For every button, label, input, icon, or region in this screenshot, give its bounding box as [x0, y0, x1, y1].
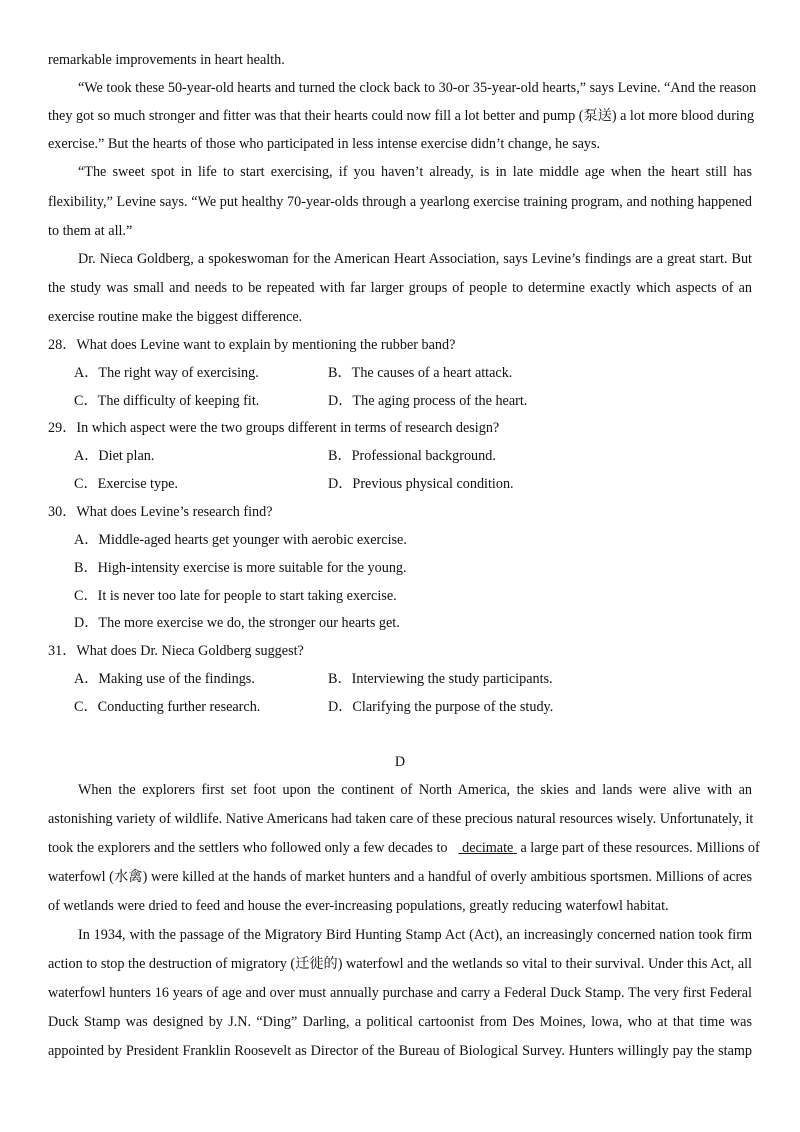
passage-text: took the explorers and the settlers who followed only a few decades to	[48, 840, 448, 856]
question-29-option-c: C．Exercise type.	[74, 476, 179, 492]
passage-line: “We took these 50-year-old hearts and turned the clock back to 30-or 35-year-old hearts,” says Levine. “And the reason	[78, 80, 757, 96]
underlined-vocab-word	[459, 840, 517, 856]
question-29-stem: 29．In which aspect were the two groups different in terms of research design?	[48, 420, 500, 436]
section-heading: D	[394, 754, 406, 770]
passage-line: Dr. Nieca Goldberg, a spokeswoman for the American Heart Association, says Levine’s findings are a great start. But	[78, 251, 752, 267]
passage-line: In 1934, with the passage of the Migratory Bird Hunting Stamp Act (Act), an increasingly concerned nation took firm	[78, 927, 752, 943]
question-30-option-d: D．The more exercise we do, the stronger our hearts get.	[74, 615, 400, 631]
question-28-option-b: B．The causes of a heart attack.	[328, 365, 513, 381]
passage-line: to them at all.”	[48, 223, 133, 239]
question-30-option-b: B．High-intensity exercise is more suitable for the young.	[74, 560, 407, 576]
question-30-stem: 30．What does Levine’s research find?	[48, 504, 273, 520]
question-30-option-c: C．It is never too late for people to start taking exercise.	[74, 588, 397, 604]
question-29-option-a: A．Diet plan.	[74, 448, 155, 464]
passage-line: appointed by President Franklin Roosevelt as Director of the Bureau of Biological Survey. Hunters willingly pay the stamp	[48, 1043, 752, 1059]
question-30-option-a: A．Middle-aged hearts get younger with aerobic exercise.	[74, 532, 407, 548]
question-31-option-c: C．Conducting further research.	[74, 699, 261, 715]
passage-line: Duck Stamp was designed by J.N. “Ding” Darling, a political cartoonist from Des Moines, lowa, who at that time was	[48, 1014, 752, 1030]
passage-line: they got so much stronger and fitter was that their hearts could now fill a lot better and pump (泵送) a lot more blood during	[48, 108, 755, 124]
vocab-word: decimate	[462, 840, 514, 856]
passage-line: astonishing variety of wildlife. Native Americans had taken care of these precious natural resources wisely. Unfortunately, it	[48, 811, 754, 827]
passage-line: exercise.” But the hearts of those who participated in less intense exercise didn’t change, he says.	[48, 136, 601, 152]
passage-line: of wetlands were dried to feed and house the ever-increasing populations, greatly reducing waterfowl habitat.	[48, 898, 669, 914]
passage-line: waterfowl (水禽) were killed at the hands of market hunters and a handful of overly ambitious sportsmen. Millions of acres	[48, 869, 752, 885]
question-29-option-d: D．Previous physical condition.	[328, 476, 514, 492]
question-31-stem: 31．What does Dr. Nieca Goldberg suggest?	[48, 643, 304, 659]
question-31-option-b: B．Interviewing the study participants.	[328, 671, 553, 687]
passage-line: action to stop the destruction of migratory (迁徙的) waterfowl and the wetlands so vital to their survival. Under this Act, all	[48, 956, 752, 972]
passage-line: When the explorers first set foot upon the continent of North America, the skies and lands were alive with an	[78, 782, 752, 798]
question-31-option-d: D．Clarifying the purpose of the study.	[328, 699, 554, 715]
passage-line: flexibility,” Levine says. “We put healthy 70-year-olds through a yearlong exercise training program, and nothing happened	[48, 194, 752, 210]
question-28-stem: 28．What does Levine want to explain by mentioning the rubber band?	[48, 337, 456, 353]
question-28-option-c: C．The difficulty of keeping fit.	[74, 393, 260, 409]
question-31-option-a: A．Making use of the findings.	[74, 671, 255, 687]
passage-line: exercise routine make the biggest difference.	[48, 309, 303, 325]
passage-line: the study was small and needs to be repeated with far larger groups of people to determine exactly which aspects of an	[48, 280, 752, 296]
question-28-option-a: A．The right way of exercising.	[74, 365, 259, 381]
question-29-option-b: B．Professional background.	[328, 448, 496, 464]
passage-line-with-vocab	[48, 839, 760, 857]
passage-text: a large part of these resources. Millions of	[520, 840, 760, 856]
passage-line: “The sweet spot in life to start exercising, if you haven’t already, is in late middle age when the heart still has	[78, 164, 752, 180]
passage-line: waterfowl hunters 16 years of age and over must annually purchase and carry a Federal Duck Stamp. The very first Federal	[48, 985, 752, 1001]
question-28-option-d: D．The aging process of the heart.	[328, 393, 528, 409]
passage-line: remarkable improvements in heart health.	[48, 52, 285, 68]
